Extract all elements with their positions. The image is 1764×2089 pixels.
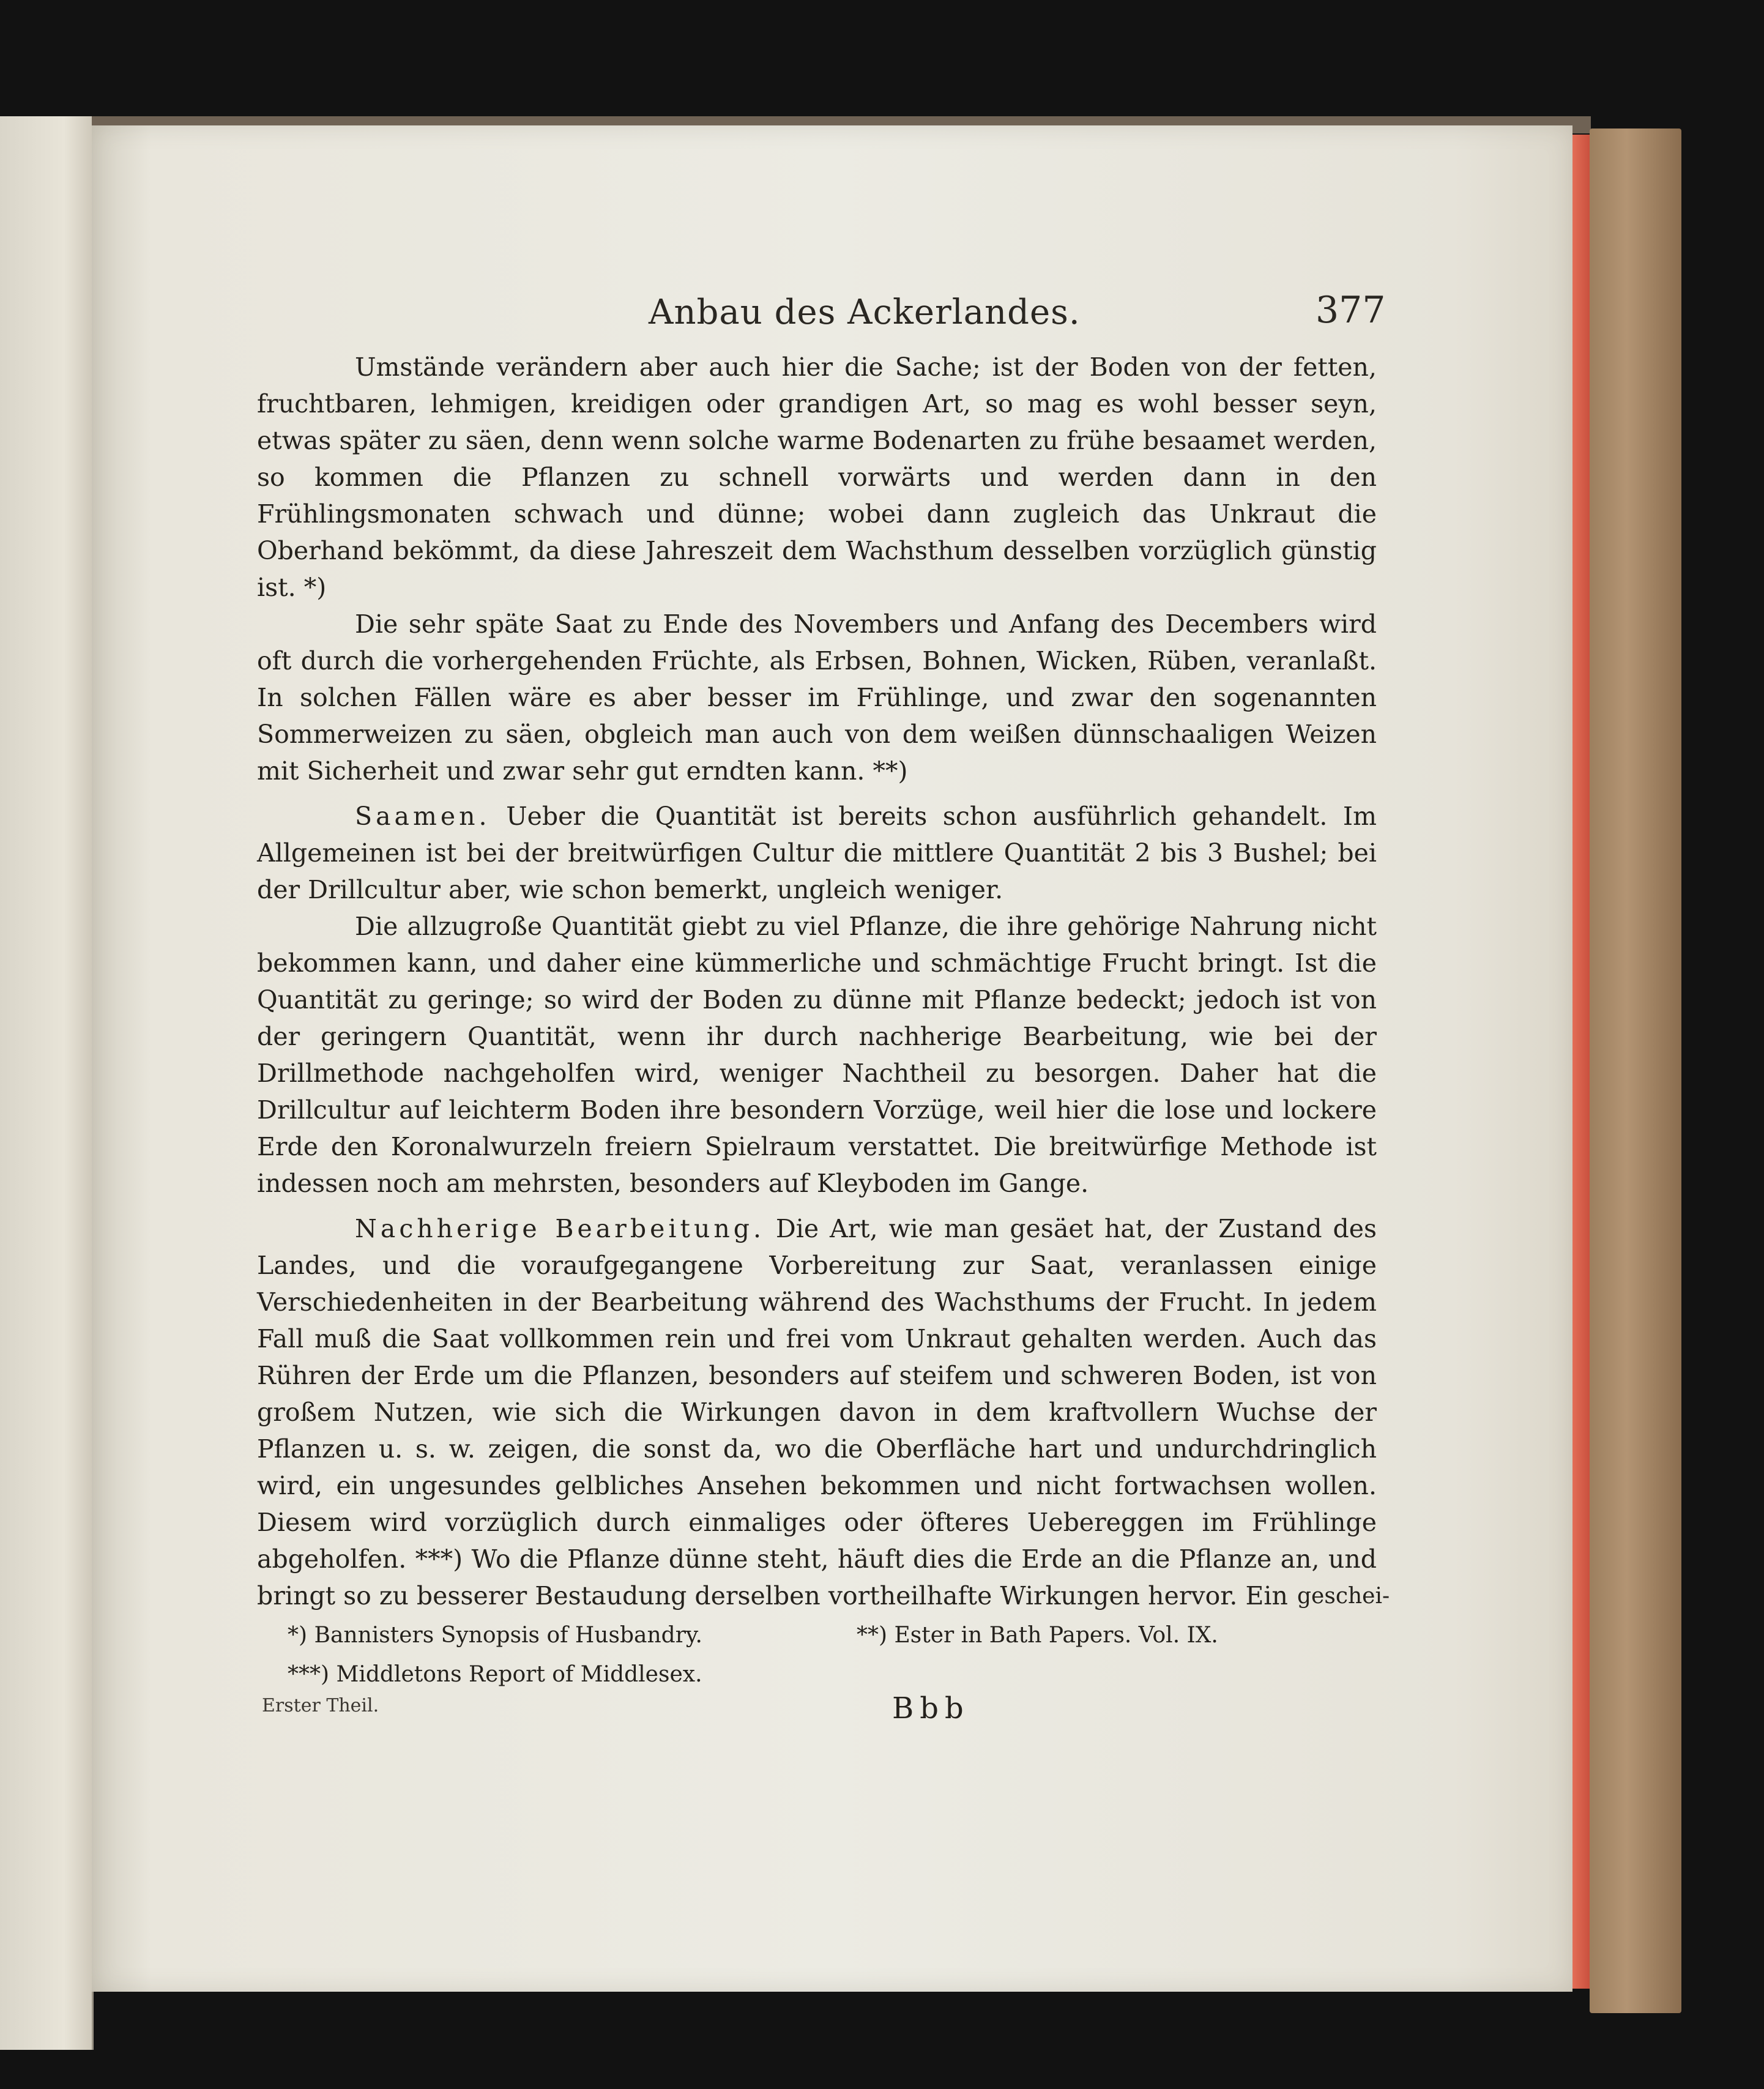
section-lead: Nachherige Bearbeitung. <box>355 1214 765 1243</box>
imprint-note: Erster Theil. <box>262 1695 379 1716</box>
book-cover <box>1590 128 1681 2013</box>
paragraph-4 <box>257 908 1377 1202</box>
paragraph-5 <box>257 1210 1377 1614</box>
footnote-1: *) Bannisters Synopsis of Husbandry. <box>288 1623 702 1648</box>
red-page-edge <box>1572 135 1590 1989</box>
left-page-edge <box>0 116 94 2050</box>
section-lead: Saamen. <box>355 802 491 831</box>
printer-signature: Bbb <box>892 1691 970 1726</box>
paragraph-text: Umstände verändern aber auch hier die Sache; ist der Boden von der fetten, fruchtbaren, lehmigen, kreidigen oder grandigen Art, so mag es wohl besser seyn, etwas später zu säen, denn wenn solche warme Bodenarten zu frühe besaamet werden, so kommen die Pflanzen zu schnell vorwärts und werden dann in den Frühlingsmonaten schwach und dünne; wobei dann zugleich das Unkraut die Oberhand bekömmt, da diese Jahreszeit dem Wachsthum desselben vorzüglich günstig ist. *) <box>257 352 1377 602</box>
page-number: 377 <box>1316 289 1386 332</box>
running-head: Anbau des Ackerlandes. <box>649 292 1081 332</box>
body-text <box>257 349 1377 1614</box>
paragraph-text: Die allzugroße Quantität giebt zu viel Pflanze, die ihre gehörige Nahrung nicht bekommen kann, und daher eine kümmerliche und schmächtige Frucht bringt. Ist die Quantität zu geringe; so wird der Boden zu dünne mit Pflanze bedeckt; jedoch ist von der geringern Quantität, wenn ihr durch nachherige Bearbeitung, wie bei der Drillmethode nachgeholfen wird, weniger Nachtheil zu besorgen. Daher hat die Drillcultur auf leichterm Boden ihre besondern Vorzüge, weil hier die lose und lockere Erde den Koronalwurzeln freiern Spielraum verstattet. Die breitwürfige Methode ist indessen noch am mehrsten, besonders auf Kleyboden im Gange. <box>257 912 1377 1198</box>
paragraph-2 <box>257 606 1377 789</box>
footnote-3: ***) Middletons Report of Middlesex. <box>288 1662 702 1687</box>
paragraph-text: Die sehr späte Saat zu Ende des Novembers und Anfang des Decembers wird oft durch die vorhergehenden Früchte, als Erbsen, Bohnen, Wicken, Rüben, veranlaßt. In solchen Fällen wäre es aber besser im Frühlinge, und zwar den sogenannten Sommerweizen zu säen, obgleich man auch von dem weißen dünnschaaligen Weizen mit Sicherheit und zwar sehr gut erndten kann. **) <box>257 609 1377 786</box>
paragraph-text: Ueber die Quantität ist bereits schon ausführlich gehandelt. Im Allgemeinen ist bei der breitwürfigen Cultur die mittlere Quantität 2 bis 3 Bushel; bei der Drillcultur aber, wie schon bemerkt, ungleich weniger. <box>257 802 1377 904</box>
paragraph-text: Die Art, wie man gesäet hat, der Zustand des Landes, und die voraufgegangene Vorbereitung zur Saat, veranlassen einige Verschiedenheiten in der Bearbeitung während des Wachsthums der Frucht. In jedem Fall muß die Saat vollkommen rein und frei vom Unkraut gehalten werden. Auch das Rühren der Erde um die Pflanzen, besonders auf steifem und schweren Boden, ist von großem Nutzen, wie sich die Wirkungen davon in dem kraftvollern Wuchse der Pflanzen u. s. w. zeigen, die sonst da, wo die Oberfläche hart und undurchdringlich wird, ein ungesundes gelbliches Ansehen bekommen und nicht fortwachsen wollen. Diesem wird vorzüglich durch einmaliges oder öfteres Uebereggen im Frühlinge abgeholfen. ***) Wo die Pflanze dünne steht, häuft dies die Erde an die Pflanze an, und bringt so zu besserer Bestaudung derselben vortheilhafte Wirkungen hervor. Ein <box>257 1214 1377 1611</box>
paragraph-3 <box>257 798 1377 908</box>
footnote-2: **) Ester in Bath Papers. Vol. IX. <box>857 1623 1218 1648</box>
paragraph-1 <box>257 349 1377 606</box>
catchword: geschei- <box>1297 1584 1390 1609</box>
